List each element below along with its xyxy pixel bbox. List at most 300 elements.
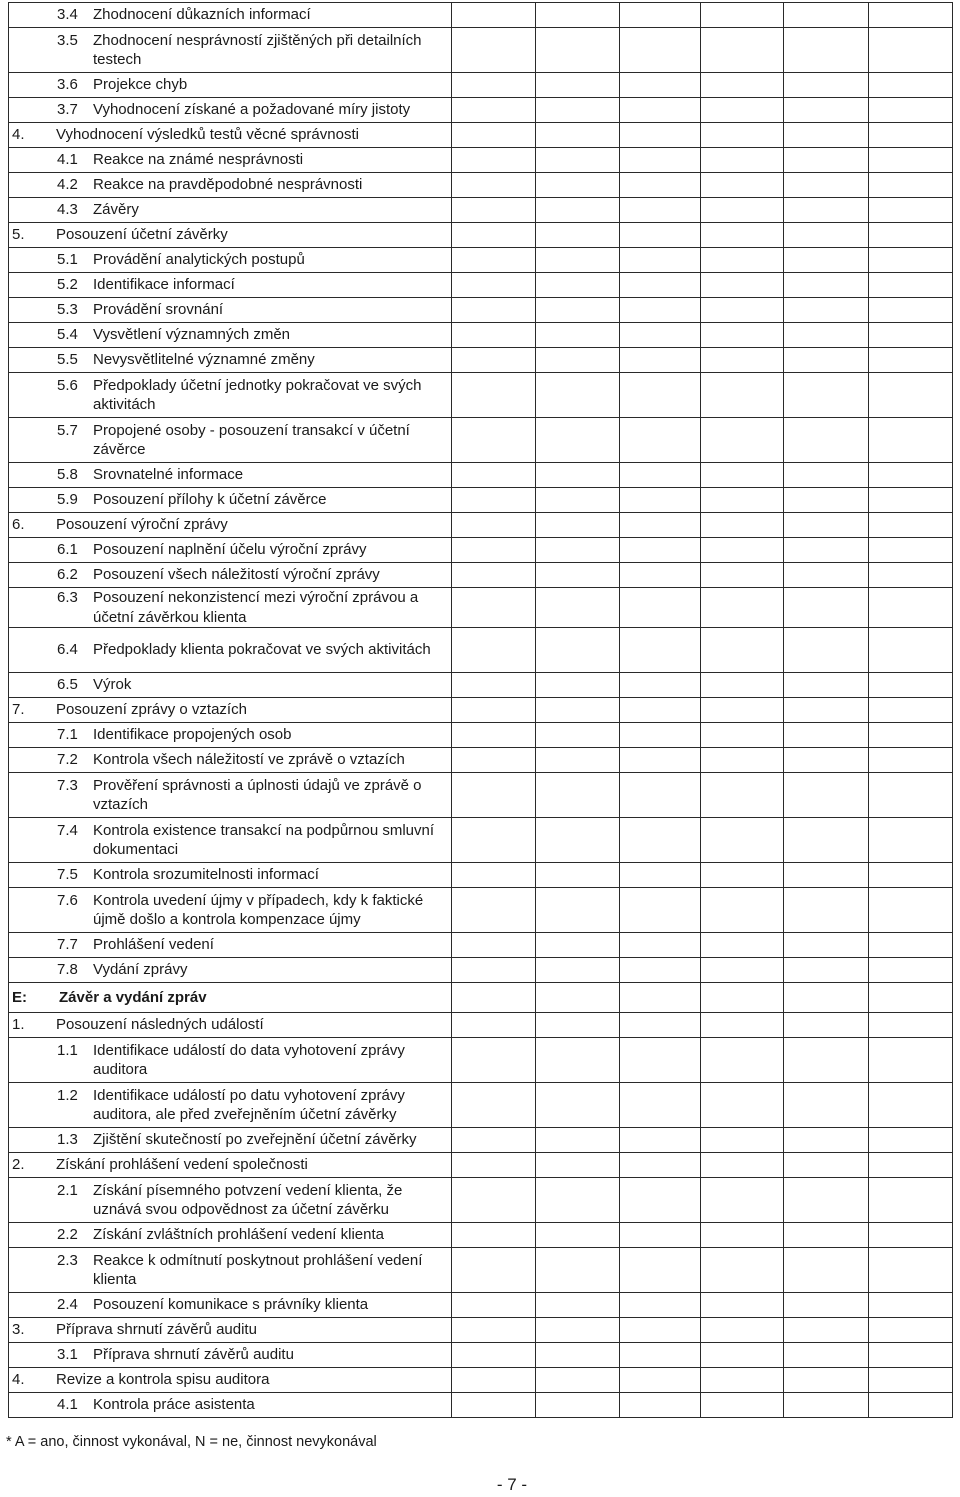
answer-cell[interactable] <box>620 1083 701 1128</box>
answer-cell[interactable] <box>620 1013 701 1038</box>
answer-cell[interactable] <box>869 563 953 588</box>
answer-cell[interactable] <box>620 863 701 888</box>
answer-cell[interactable] <box>620 958 701 983</box>
answer-cell[interactable] <box>536 298 620 323</box>
answer-cell[interactable] <box>701 1368 784 1393</box>
answer-cell[interactable] <box>701 418 784 463</box>
answer-cell[interactable] <box>452 463 536 488</box>
answer-cell[interactable] <box>536 173 620 198</box>
answer-cell[interactable] <box>452 1343 536 1368</box>
answer-cell[interactable] <box>784 1013 869 1038</box>
answer-cell[interactable] <box>701 1393 784 1418</box>
answer-cell[interactable] <box>701 73 784 98</box>
answer-cell[interactable] <box>620 1318 701 1343</box>
answer-cell[interactable] <box>536 1038 620 1083</box>
answer-cell[interactable] <box>701 773 784 818</box>
answer-cell[interactable] <box>701 123 784 148</box>
answer-cell[interactable] <box>784 1293 869 1318</box>
answer-cell[interactable] <box>784 463 869 488</box>
row-label-cell <box>9 723 452 748</box>
answer-cell[interactable] <box>536 1368 620 1393</box>
row-label-cell <box>9 418 452 463</box>
answer-cell[interactable] <box>620 723 701 748</box>
answer-cell[interactable] <box>536 958 620 983</box>
answer-cell[interactable] <box>452 3 536 28</box>
answer-cell[interactable] <box>869 1038 953 1083</box>
answer-cell[interactable] <box>452 818 536 863</box>
answer-cell[interactable] <box>869 1248 953 1293</box>
answer-cell[interactable] <box>536 223 620 248</box>
answer-cell[interactable] <box>452 1178 536 1223</box>
answer-cell[interactable] <box>784 673 869 698</box>
answer-cell[interactable] <box>784 1038 869 1083</box>
answer-cell[interactable] <box>620 628 701 673</box>
answer-cell[interactable] <box>620 28 701 73</box>
answer-cell[interactable] <box>536 98 620 123</box>
answer-cell[interactable] <box>536 1248 620 1293</box>
answer-cell[interactable] <box>784 1083 869 1128</box>
answer-cell[interactable] <box>869 173 953 198</box>
answer-cell[interactable] <box>452 373 536 418</box>
section-heading-row <box>9 983 953 1013</box>
answer-cell[interactable] <box>620 1248 701 1293</box>
answer-cell[interactable] <box>620 588 701 628</box>
answer-cell[interactable] <box>701 983 784 1013</box>
answer-cell[interactable] <box>452 1293 536 1318</box>
checklist-row <box>9 1248 953 1293</box>
answer-cell[interactable] <box>620 983 701 1013</box>
answer-cell[interactable] <box>701 748 784 773</box>
answer-cell[interactable] <box>869 1223 953 1248</box>
answer-cell[interactable] <box>620 1223 701 1248</box>
answer-cell[interactable] <box>784 173 869 198</box>
answer-cell[interactable] <box>869 28 953 73</box>
answer-cell[interactable] <box>701 98 784 123</box>
answer-cell[interactable] <box>452 863 536 888</box>
answer-cell[interactable] <box>869 73 953 98</box>
item-text: Posouzení přílohy k účetní závěrce <box>93 491 327 509</box>
answer-cell[interactable] <box>536 28 620 73</box>
answer-cell[interactable] <box>784 488 869 513</box>
answer-cell[interactable] <box>536 148 620 173</box>
answer-cell[interactable] <box>452 698 536 723</box>
answer-cell[interactable] <box>536 628 620 673</box>
answer-cell[interactable] <box>869 773 953 818</box>
answer-cell[interactable] <box>784 198 869 223</box>
answer-cell[interactable] <box>452 1318 536 1343</box>
answer-cell[interactable] <box>452 173 536 198</box>
answer-cell[interactable] <box>784 248 869 273</box>
answer-cell[interactable] <box>536 463 620 488</box>
answer-cell[interactable] <box>784 1318 869 1343</box>
answer-cell[interactable] <box>536 1343 620 1368</box>
answer-cell[interactable] <box>784 418 869 463</box>
answer-cell[interactable] <box>869 888 953 933</box>
answer-cell[interactable] <box>869 983 953 1013</box>
answer-cell[interactable] <box>701 1038 784 1083</box>
answer-cell[interactable] <box>620 773 701 818</box>
answer-cell[interactable] <box>869 958 953 983</box>
answer-cell[interactable] <box>620 3 701 28</box>
answer-cell[interactable] <box>536 933 620 958</box>
answer-cell[interactable] <box>452 1248 536 1293</box>
answer-cell[interactable] <box>701 248 784 273</box>
answer-cell[interactable] <box>701 863 784 888</box>
answer-cell[interactable] <box>784 863 869 888</box>
answer-cell[interactable] <box>784 933 869 958</box>
row-label-cell <box>9 1038 452 1083</box>
answer-cell[interactable] <box>701 818 784 863</box>
answer-cell[interactable] <box>869 273 953 298</box>
answer-cell[interactable] <box>452 983 536 1013</box>
item-number: 5.3 <box>57 301 78 319</box>
answer-cell[interactable] <box>536 323 620 348</box>
answer-cell[interactable] <box>701 1083 784 1128</box>
answer-cell[interactable] <box>869 198 953 223</box>
answer-cell[interactable] <box>620 298 701 323</box>
checklist-row <box>9 273 953 298</box>
answer-cell[interactable] <box>701 1153 784 1178</box>
answer-cell[interactable] <box>784 348 869 373</box>
answer-cell[interactable] <box>784 1248 869 1293</box>
answer-cell[interactable] <box>784 1153 869 1178</box>
answer-cell[interactable] <box>784 1393 869 1418</box>
answer-cell[interactable] <box>620 488 701 513</box>
answer-cell[interactable] <box>620 248 701 273</box>
answer-cell[interactable] <box>452 588 536 628</box>
answer-cell[interactable] <box>620 1368 701 1393</box>
answer-cell[interactable] <box>784 1223 869 1248</box>
answer-cell[interactable] <box>701 628 784 673</box>
answer-cell[interactable] <box>620 123 701 148</box>
answer-cell[interactable] <box>701 563 784 588</box>
answer-cell[interactable] <box>784 958 869 983</box>
answer-cell[interactable] <box>536 773 620 818</box>
answer-cell[interactable] <box>784 538 869 563</box>
answer-cell[interactable] <box>452 148 536 173</box>
answer-cell[interactable] <box>869 123 953 148</box>
answer-cell[interactable] <box>536 123 620 148</box>
answer-cell[interactable] <box>620 888 701 933</box>
answer-cell[interactable] <box>701 298 784 323</box>
answer-cell[interactable] <box>452 748 536 773</box>
answer-cell[interactable] <box>869 513 953 538</box>
answer-cell[interactable] <box>701 933 784 958</box>
answer-cell[interactable] <box>536 373 620 418</box>
row-label-cell <box>9 1368 452 1393</box>
answer-cell[interactable] <box>452 298 536 323</box>
answer-cell[interactable] <box>452 933 536 958</box>
answer-cell[interactable] <box>620 1038 701 1083</box>
answer-cell[interactable] <box>536 73 620 98</box>
answer-cell[interactable] <box>701 198 784 223</box>
answer-cell[interactable] <box>869 298 953 323</box>
answer-cell[interactable] <box>452 1393 536 1418</box>
item-number: 3. <box>12 1321 25 1339</box>
answer-cell[interactable] <box>620 1293 701 1318</box>
answer-cell[interactable] <box>869 1083 953 1128</box>
item-text: Získání zvláštních prohlášení vedení klienta <box>93 1226 384 1244</box>
answer-cell[interactable] <box>869 748 953 773</box>
answer-cell[interactable] <box>869 418 953 463</box>
answer-cell[interactable] <box>701 463 784 488</box>
answer-cell[interactable] <box>452 28 536 73</box>
answer-cell[interactable] <box>452 73 536 98</box>
answer-cell[interactable] <box>701 1293 784 1318</box>
answer-cell[interactable] <box>452 348 536 373</box>
answer-cell[interactable] <box>452 1223 536 1248</box>
answer-cell[interactable] <box>536 1293 620 1318</box>
answer-cell[interactable] <box>784 1178 869 1223</box>
item-number: 3.6 <box>57 76 78 94</box>
answer-cell[interactable] <box>701 1223 784 1248</box>
answer-cell[interactable] <box>620 748 701 773</box>
answer-cell[interactable] <box>869 538 953 563</box>
answer-cell[interactable] <box>452 1038 536 1083</box>
answer-cell[interactable] <box>620 463 701 488</box>
answer-cell[interactable] <box>536 248 620 273</box>
answer-cell[interactable] <box>536 1318 620 1343</box>
answer-cell[interactable] <box>536 3 620 28</box>
answer-cell[interactable] <box>701 373 784 418</box>
answer-cell[interactable] <box>536 273 620 298</box>
answer-cell[interactable] <box>620 323 701 348</box>
answer-cell[interactable] <box>452 673 536 698</box>
answer-cell[interactable] <box>536 1013 620 1038</box>
answer-cell[interactable] <box>869 1343 953 1368</box>
answer-cell[interactable] <box>452 563 536 588</box>
answer-cell[interactable] <box>701 223 784 248</box>
answer-cell[interactable] <box>784 628 869 673</box>
answer-cell[interactable] <box>869 3 953 28</box>
answer-cell[interactable] <box>701 513 784 538</box>
answer-cell[interactable] <box>620 1178 701 1223</box>
answer-cell[interactable] <box>620 538 701 563</box>
answer-cell[interactable] <box>452 418 536 463</box>
answer-cell[interactable] <box>452 98 536 123</box>
answer-cell[interactable] <box>452 628 536 673</box>
answer-cell[interactable] <box>452 1083 536 1128</box>
answer-cell[interactable] <box>869 723 953 748</box>
answer-cell[interactable] <box>536 748 620 773</box>
answer-cell[interactable] <box>620 818 701 863</box>
answer-cell[interactable] <box>452 538 536 563</box>
answer-cell[interactable] <box>536 723 620 748</box>
answer-cell[interactable] <box>701 1318 784 1343</box>
answer-cell[interactable] <box>536 1223 620 1248</box>
answer-cell[interactable] <box>452 723 536 748</box>
answer-cell[interactable] <box>536 983 620 1013</box>
answer-cell[interactable] <box>869 148 953 173</box>
answer-cell[interactable] <box>701 723 784 748</box>
answer-cell[interactable] <box>452 773 536 818</box>
answer-cell[interactable] <box>869 933 953 958</box>
item-text: Vyhodnocení získané a požadované míry jistoty <box>93 101 411 119</box>
answer-cell[interactable] <box>452 1153 536 1178</box>
answer-cell[interactable] <box>620 563 701 588</box>
answer-cell[interactable] <box>536 538 620 563</box>
answer-cell[interactable] <box>536 588 620 628</box>
answer-cell[interactable] <box>620 348 701 373</box>
answer-cell[interactable] <box>784 588 869 628</box>
answer-cell[interactable] <box>869 1368 953 1393</box>
answer-cell[interactable] <box>620 173 701 198</box>
answer-cell[interactable] <box>620 1343 701 1368</box>
item-number: 2.4 <box>57 1296 78 1314</box>
answer-cell[interactable] <box>701 3 784 28</box>
answer-cell[interactable] <box>452 123 536 148</box>
answer-cell[interactable] <box>452 888 536 933</box>
answer-cell[interactable] <box>452 273 536 298</box>
answer-cell[interactable] <box>701 348 784 373</box>
answer-cell[interactable] <box>784 28 869 73</box>
answer-cell[interactable] <box>784 223 869 248</box>
answer-cell[interactable] <box>784 513 869 538</box>
answer-cell[interactable] <box>536 698 620 723</box>
answer-cell[interactable] <box>452 198 536 223</box>
answer-cell[interactable] <box>869 98 953 123</box>
answer-cell[interactable] <box>784 73 869 98</box>
answer-cell[interactable] <box>701 1128 784 1153</box>
answer-cell[interactable] <box>701 673 784 698</box>
answer-cell[interactable] <box>869 818 953 863</box>
answer-cell[interactable] <box>701 538 784 563</box>
answer-cell[interactable] <box>869 588 953 628</box>
answer-cell[interactable] <box>620 373 701 418</box>
answer-cell[interactable] <box>536 1178 620 1223</box>
answer-cell[interactable] <box>620 98 701 123</box>
answer-cell[interactable] <box>869 488 953 513</box>
answer-cell[interactable] <box>784 1368 869 1393</box>
answer-cell[interactable] <box>784 148 869 173</box>
answer-cell[interactable] <box>784 563 869 588</box>
answer-cell[interactable] <box>536 1128 620 1153</box>
answer-cell[interactable] <box>784 1128 869 1153</box>
answer-cell[interactable] <box>536 563 620 588</box>
answer-cell[interactable] <box>620 223 701 248</box>
answer-cell[interactable] <box>452 1013 536 1038</box>
answer-cell[interactable] <box>869 323 953 348</box>
answer-cell[interactable] <box>536 488 620 513</box>
answer-cell[interactable] <box>784 373 869 418</box>
answer-cell[interactable] <box>869 1178 953 1223</box>
answer-cell[interactable] <box>701 1013 784 1038</box>
answer-cell[interactable] <box>701 148 784 173</box>
answer-cell[interactable] <box>869 1153 953 1178</box>
answer-cell[interactable] <box>869 1318 953 1343</box>
checklist-row <box>9 173 953 198</box>
answer-cell[interactable] <box>701 1178 784 1223</box>
answer-cell[interactable] <box>701 888 784 933</box>
answer-cell[interactable] <box>620 933 701 958</box>
answer-cell[interactable] <box>620 1128 701 1153</box>
answer-cell[interactable] <box>701 323 784 348</box>
answer-cell[interactable] <box>701 273 784 298</box>
answer-cell[interactable] <box>620 698 701 723</box>
answer-cell[interactable] <box>784 98 869 123</box>
answer-cell[interactable] <box>536 673 620 698</box>
answer-cell[interactable] <box>452 1128 536 1153</box>
answer-cell[interactable] <box>620 418 701 463</box>
answer-cell[interactable] <box>869 673 953 698</box>
answer-cell[interactable] <box>536 348 620 373</box>
answer-cell[interactable] <box>536 1393 620 1418</box>
answer-cell[interactable] <box>869 863 953 888</box>
answer-cell[interactable] <box>784 1343 869 1368</box>
answer-cell[interactable] <box>869 348 953 373</box>
answer-cell[interactable] <box>701 173 784 198</box>
answer-cell[interactable] <box>869 1128 953 1153</box>
answer-cell[interactable] <box>701 958 784 983</box>
answer-cell[interactable] <box>784 818 869 863</box>
answer-cell[interactable] <box>784 983 869 1013</box>
answer-cell[interactable] <box>869 698 953 723</box>
answer-cell[interactable] <box>784 888 869 933</box>
item-text: Kontrola existence transakcí na podpůrnou smluvní dokumentaci <box>93 821 435 858</box>
answer-cell[interactable] <box>620 1153 701 1178</box>
answer-cell[interactable] <box>536 1083 620 1128</box>
answer-cell[interactable] <box>452 1368 536 1393</box>
answer-cell[interactable] <box>869 463 953 488</box>
answer-cell[interactable] <box>701 28 784 73</box>
answer-cell[interactable] <box>869 628 953 673</box>
answer-cell[interactable] <box>869 248 953 273</box>
answer-cell[interactable] <box>452 223 536 248</box>
answer-cell[interactable] <box>452 248 536 273</box>
answer-cell[interactable] <box>784 3 869 28</box>
answer-cell[interactable] <box>452 323 536 348</box>
row-label-cell <box>9 673 452 698</box>
answer-cell[interactable] <box>536 888 620 933</box>
answer-cell[interactable] <box>536 513 620 538</box>
answer-cell[interactable] <box>869 1393 953 1418</box>
answer-cell[interactable] <box>701 588 784 628</box>
answer-cell[interactable] <box>452 488 536 513</box>
answer-cell[interactable] <box>784 723 869 748</box>
answer-cell[interactable] <box>701 698 784 723</box>
answer-cell[interactable] <box>784 123 869 148</box>
item-text: Získání písemného potvzení vedení klienta, že uznává svou odpovědnost za účetní závěrku <box>93 1181 403 1218</box>
answer-cell[interactable] <box>784 298 869 323</box>
answer-cell[interactable] <box>620 1393 701 1418</box>
answer-cell[interactable] <box>784 698 869 723</box>
answer-cell[interactable] <box>620 273 701 298</box>
answer-cell[interactable] <box>620 148 701 173</box>
answer-cell[interactable] <box>536 1153 620 1178</box>
answer-cell[interactable] <box>784 773 869 818</box>
answer-cell[interactable] <box>701 488 784 513</box>
answer-cell[interactable] <box>620 73 701 98</box>
answer-cell[interactable] <box>536 818 620 863</box>
answer-cell[interactable] <box>784 748 869 773</box>
answer-cell[interactable] <box>869 1293 953 1318</box>
answer-cell[interactable] <box>869 223 953 248</box>
answer-cell[interactable] <box>536 863 620 888</box>
answer-cell[interactable] <box>784 273 869 298</box>
answer-cell[interactable] <box>784 323 869 348</box>
answer-cell[interactable] <box>620 673 701 698</box>
answer-cell[interactable] <box>536 198 620 223</box>
answer-cell[interactable] <box>701 1343 784 1368</box>
answer-cell[interactable] <box>869 1013 953 1038</box>
answer-cell[interactable] <box>452 513 536 538</box>
answer-cell[interactable] <box>869 373 953 418</box>
answer-cell[interactable] <box>536 418 620 463</box>
answer-cell[interactable] <box>620 198 701 223</box>
answer-cell[interactable] <box>620 513 701 538</box>
answer-cell[interactable] <box>701 1248 784 1293</box>
answer-cell[interactable] <box>452 958 536 983</box>
